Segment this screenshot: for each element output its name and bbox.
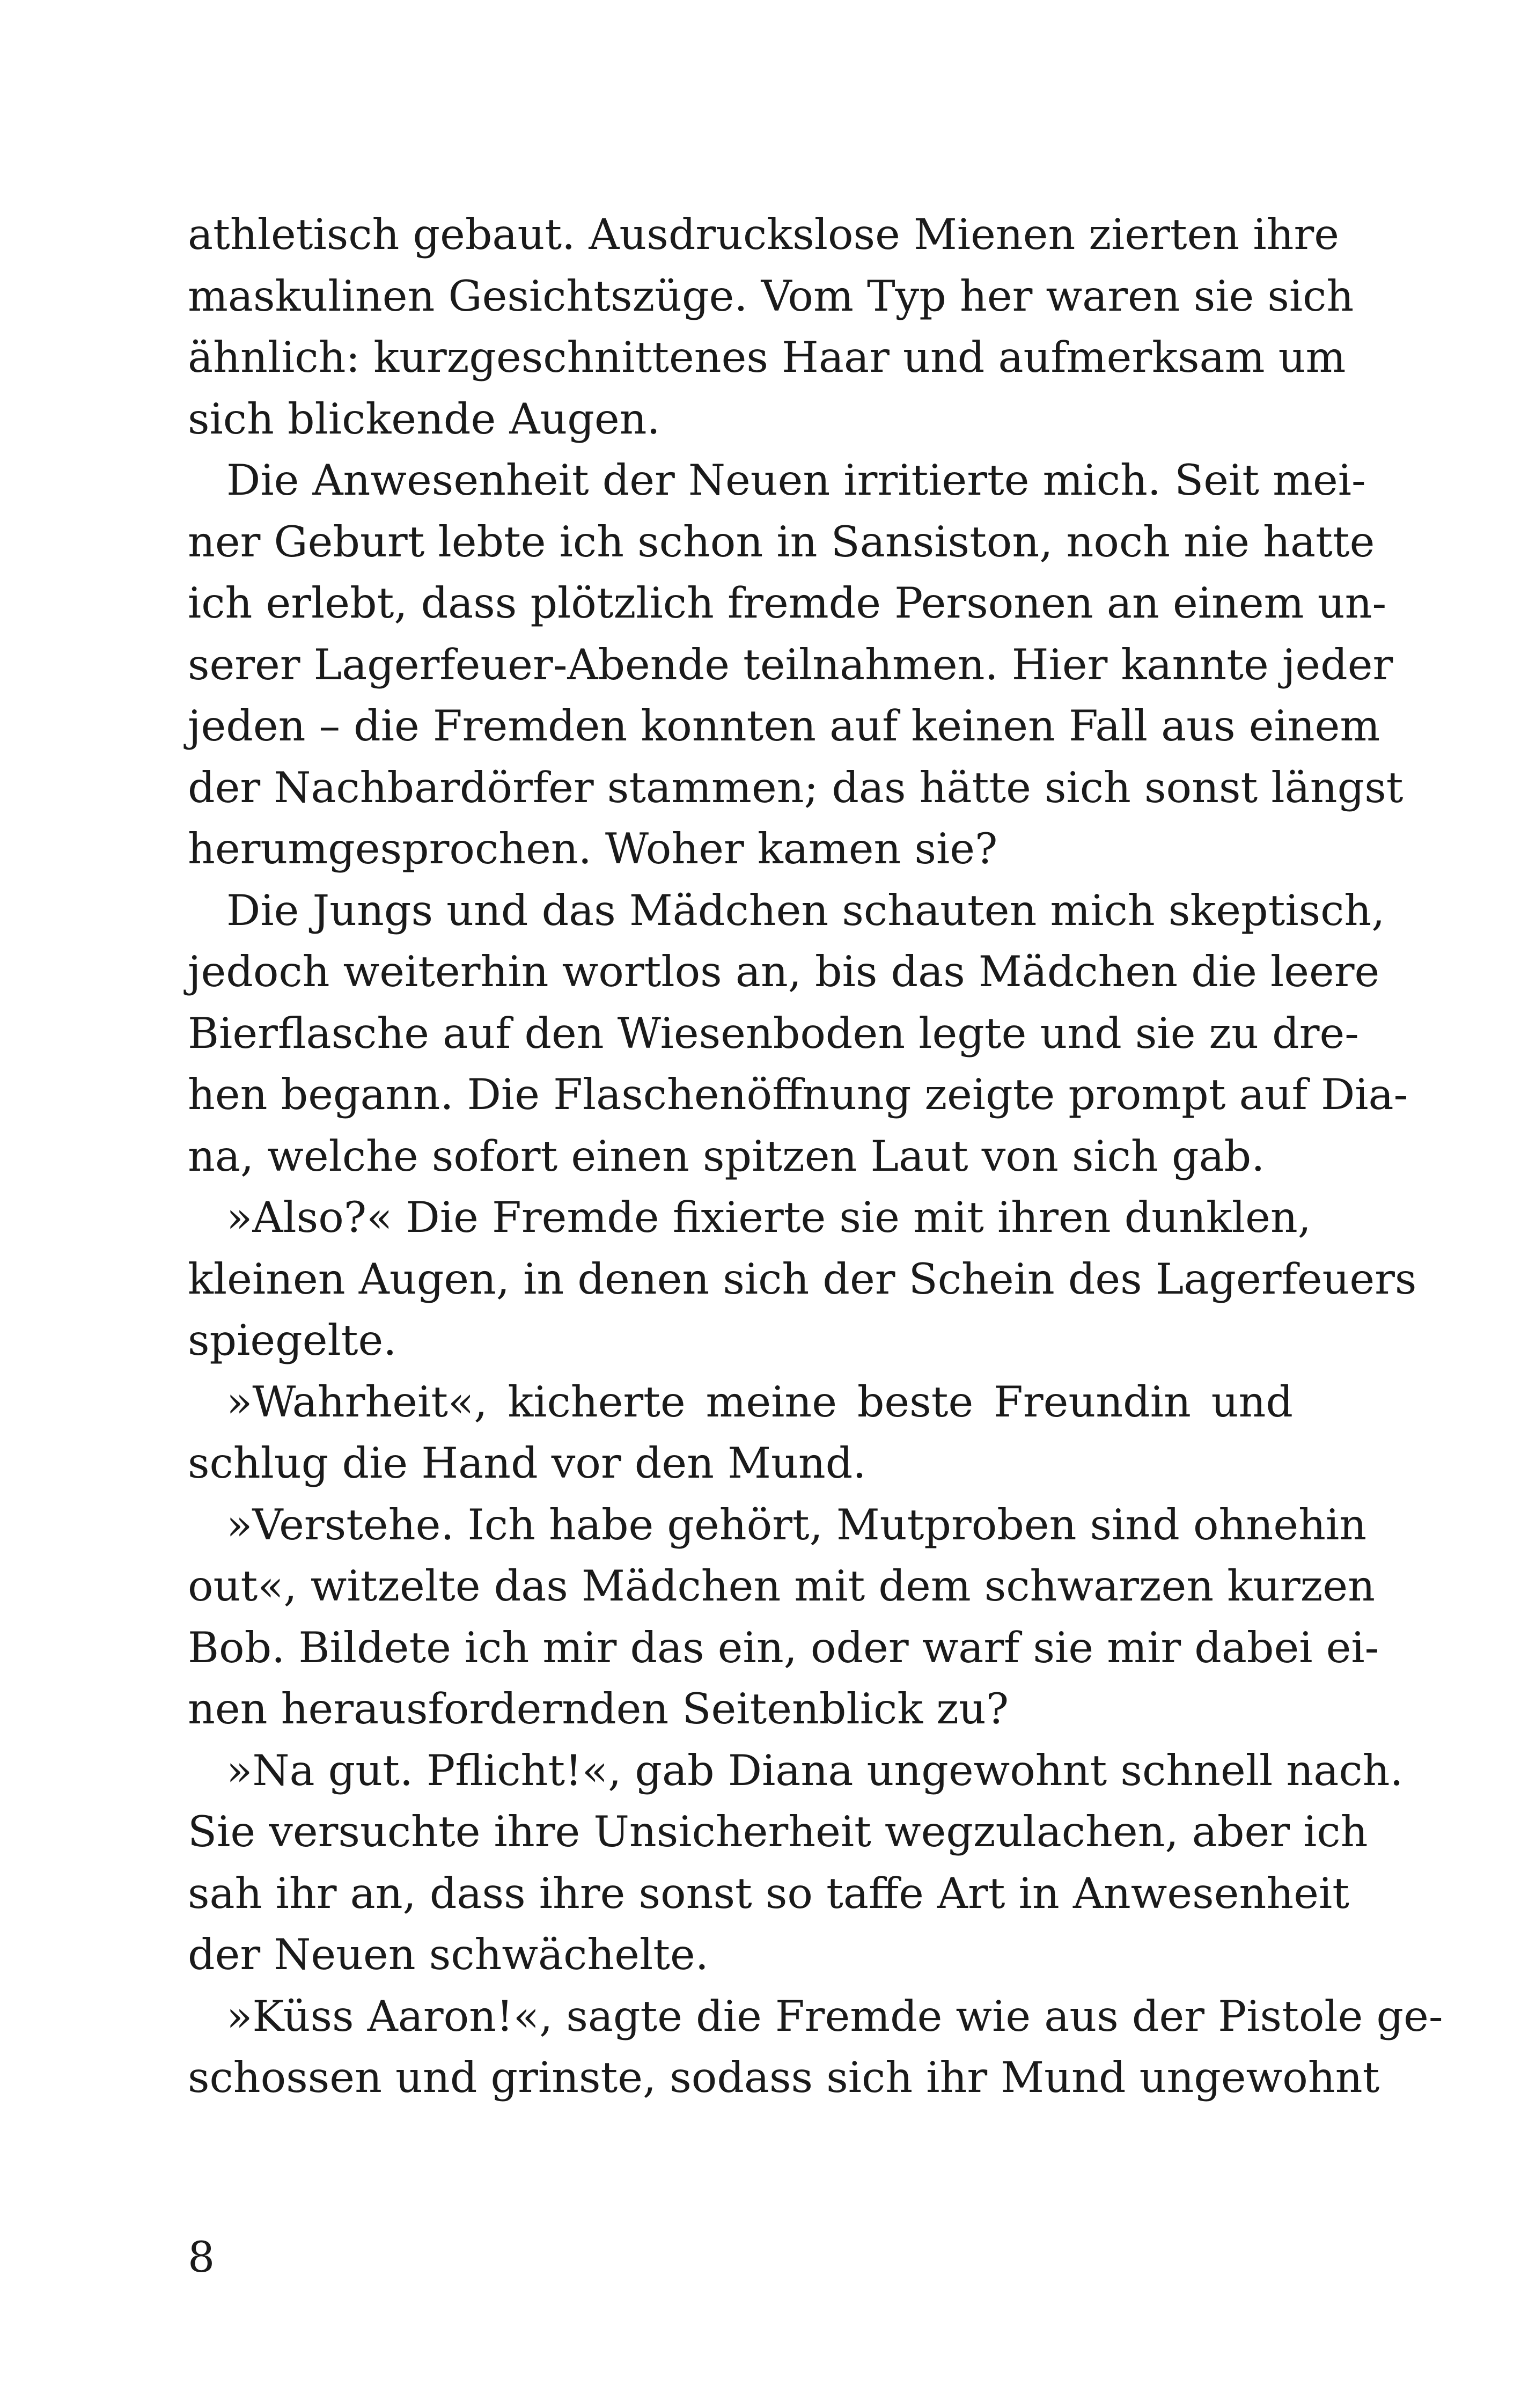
page-number: 8 — [188, 2233, 215, 2282]
text-line: ner Geburt lebte ich schon in Sansiston, noch nie hatte — [188, 517, 1375, 567]
text-line: »Na gut. Pflicht!«, gab Diana ungewohnt schnell nach. — [226, 1745, 1404, 1795]
text-line: out«, witzelte das Mädchen mit dem schwarzen kurzen — [188, 1561, 1376, 1611]
text-line: »Wahrheit«, kicherte meine beste Freundin und — [226, 1377, 1293, 1427]
text-line: serer Lagerfeuer-Abende teilnahmen. Hier kannte jeder — [188, 640, 1393, 689]
text-line: Bob. Bildete ich mir das ein, oder warf sie mir dabei ei- — [188, 1623, 1379, 1672]
text-line: kleinen Augen, in denen sich der Schein des Lagerfeuers — [188, 1254, 1417, 1304]
text-line: athletisch gebaut. Ausdruckslose Mienen zierten ihre — [188, 210, 1340, 259]
text-line: Die Anwesenheit der Neuen irritierte mich. Seit mei- — [226, 456, 1366, 505]
text-line: jedoch weiterhin wortlos an, bis das Mädchen die leere — [188, 947, 1380, 996]
text-line: jeden – die Fremden konnten auf keinen Fall aus einem — [188, 701, 1380, 751]
text-line: na, welche sofort einen spitzen Laut von sich gab. — [188, 1131, 1265, 1181]
text-line: spiegelte. — [188, 1316, 397, 1365]
text-line: der Neuen schwächelte. — [188, 1930, 709, 1979]
text-line: hen begann. Die Flaschenöffnung zeigte prompt auf Dia- — [188, 1070, 1408, 1119]
text-line: sich blickende Augen. — [188, 394, 660, 444]
text-line: ähnlich: kurzgeschnittenes Haar und aufmerksam um — [188, 333, 1346, 382]
text-line: Bierflasche auf den Wiesenboden legte und sie zu dre- — [188, 1008, 1359, 1058]
text-line: schlug die Hand vor den Mund. — [188, 1438, 866, 1488]
text-line: schossen und grinste, sodass sich ihr Mund ungewohnt — [188, 2053, 1380, 2102]
text-line: herumgesprochen. Woher kamen sie? — [188, 824, 998, 873]
text-line: Sie versuchte ihre Unsicherheit wegzulachen, aber ich — [188, 1807, 1368, 1856]
text-line: »Küss Aaron!«, sagte die Fremde wie aus der Pistole ge- — [226, 1991, 1443, 2041]
body-text — [188, 204, 1443, 2109]
text-line: der Nachbardörfer stammen; das hätte sich sonst längst — [188, 762, 1404, 812]
text-line: Die Jungs und das Mädchen schauten mich skeptisch, — [226, 885, 1385, 935]
text-line: maskulinen Gesichtszüge. Vom Typ her waren sie sich — [188, 271, 1354, 321]
text-line: »Verstehe. Ich habe gehört, Mutproben sind ohnehin — [226, 1500, 1367, 1550]
text-line: nen herausfordernden Seitenblick zu? — [188, 1684, 1009, 1734]
text-line: »Also?« Die Fremde fixierte sie mit ihren dunklen, — [226, 1193, 1311, 1242]
text-line: ich erlebt, dass plötzlich fremde Personen an einem un- — [188, 578, 1387, 628]
text-line: sah ihr an, dass ihre sonst so taffe Art in Anwesenheit — [188, 1868, 1349, 1918]
